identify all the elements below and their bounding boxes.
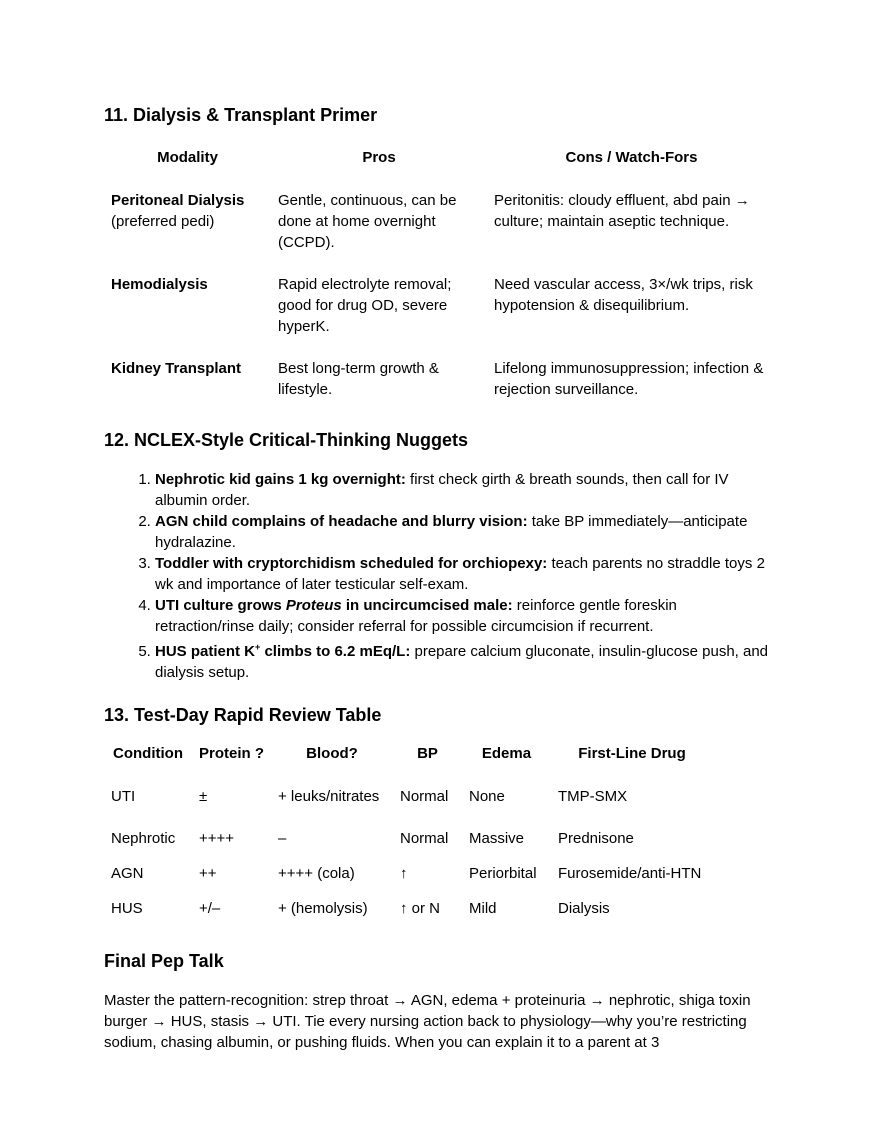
cons-cell: Peritonitis: cloudy effluent, abd pain → culture; maintain aseptic technique. (494, 192, 750, 230)
nugget-lead: Nephrotic kid gains 1 kg overnight: (155, 471, 406, 488)
column-header: Protein ? (199, 745, 265, 762)
table-row (104, 771, 713, 821)
modality-cell (104, 260, 271, 344)
table-header-row (104, 140, 776, 175)
table-cell: Prednisone (558, 830, 634, 847)
table-cell: Periorbital (469, 865, 537, 882)
nugget-lead: AGN child complains of headache and blurry vision: (155, 513, 528, 530)
table-cell: Dialysis (558, 900, 610, 917)
modality-name: Peritoneal Dialysis (111, 192, 245, 209)
table-cell: AGN (111, 865, 144, 882)
nugget-lead (155, 643, 410, 660)
nuggets-list (104, 469, 776, 683)
dialysis-table (104, 140, 776, 407)
superscript: + (255, 642, 261, 652)
table-row (104, 344, 776, 407)
table-row (104, 260, 776, 344)
table-cell: +/– (199, 900, 221, 917)
modality-subtitle: (preferred pedi) (111, 213, 215, 230)
table-cell: – (278, 830, 287, 847)
table-cell: ++++ (cola) (278, 865, 355, 882)
column-header: BP (417, 745, 438, 762)
section-11-title: 11. Dialysis & Transplant Primer (104, 105, 378, 125)
list-item (155, 553, 776, 595)
pros-cell: Rapid electrolyte removal; good for drug OD, severe hyperK. (278, 276, 452, 335)
nugget-text: reinforce gentle foreskin retraction/rinse daily; consider referral for possible circumcision if recurrent. (155, 597, 677, 635)
table-cell: + (hemolysis) (278, 900, 368, 917)
cons-cell: Need vascular access, 3×/wk trips, risk hypotension & disequilibrium. (494, 276, 753, 314)
table-cell: + leuks/nitrates (278, 788, 380, 805)
table-cell: ++ (199, 865, 217, 882)
table-cell: TMP-SMX (558, 788, 628, 805)
modality-name: Hemodialysis (111, 276, 208, 293)
table-row (104, 821, 713, 856)
column-header: Cons / Watch-Fors (565, 149, 698, 166)
table-cell: Normal (400, 830, 449, 847)
table-cell: ++++ (199, 830, 235, 847)
table-row (104, 891, 713, 926)
document-page (104, 104, 776, 1053)
nugget-lead-part: in uncircumcised male: (341, 597, 513, 614)
pep-talk-paragraph: Master the pattern-recognition: strep throat → AGN, edema + proteinuria → nephrotic, shiga toxin burger → HUS, stasis → UTI. Tie every nursing action back to physiology—why you’re restricting sodium, chasing albumin, or pushing fluids. When you can explain it to a parent at 3 (104, 992, 751, 1051)
modality-name: Kidney Transplant (111, 360, 242, 377)
list-item (155, 595, 776, 637)
review-table (104, 736, 713, 926)
nugget-lead-part: HUS patient K (155, 643, 256, 660)
section-13-title: 13. Test-Day Rapid Review Table (104, 705, 382, 725)
table-cell: ↑ or N (400, 900, 441, 917)
column-header: Pros (362, 149, 396, 166)
organism-name: Proteus (285, 597, 342, 614)
cons-cell: Lifelong immunosuppression; infection & rejection surveillance. (494, 360, 764, 398)
nugget-lead (155, 597, 513, 614)
modality-cell (104, 344, 271, 407)
column-header: Modality (157, 149, 218, 166)
nugget-text: teach parents no straddle toys 2 wk and importance of later testicular self-exam. (155, 555, 765, 593)
section-12-title: 12. NCLEX-Style Critical-Thinking Nuggets (104, 430, 469, 450)
table-header-row (104, 736, 713, 771)
table-cell: Normal (400, 788, 449, 805)
list-item (155, 511, 776, 553)
table-cell: None (469, 788, 505, 805)
nugget-lead: Toddler with cryptorchidism scheduled for orchiopexy: (155, 555, 548, 572)
table-cell: HUS (111, 900, 143, 917)
nugget-lead-part: UTI culture grows (155, 597, 286, 614)
column-header: Blood? (306, 745, 358, 762)
table-cell: UTI (111, 788, 136, 805)
table-row (104, 856, 713, 891)
table-cell: Massive (469, 830, 525, 847)
list-item (155, 469, 776, 511)
nugget-lead-part: climbs to 6.2 mEq/L: (260, 643, 411, 660)
column-header: Edema (481, 745, 532, 762)
table-cell: Furosemide/anti-HTN (558, 865, 702, 882)
table-row (104, 175, 776, 260)
table-cell: Mild (469, 900, 497, 917)
pep-talk-title: Final Pep Talk (104, 951, 224, 971)
column-header: Condition (113, 745, 183, 762)
table-cell: ± (199, 788, 208, 805)
pros-cell: Gentle, continuous, can be done at home overnight (CCPD). (278, 192, 457, 251)
column-header: First-Line Drug (578, 745, 686, 762)
pros-cell: Best long-term growth & lifestyle. (278, 360, 439, 398)
table-cell: Nephrotic (111, 830, 176, 847)
list-item (155, 637, 776, 683)
nugget-text: first check girth & breath sounds, then call for IV albumin order. (155, 471, 729, 509)
table-cell: ↑ (400, 865, 408, 882)
nugget-text: take BP immediately—anticipate hydralazine. (155, 513, 748, 551)
nugget-text: prepare calcium gluconate, insulin-glucose push, and dialysis setup. (155, 643, 769, 681)
modality-cell (104, 175, 271, 260)
